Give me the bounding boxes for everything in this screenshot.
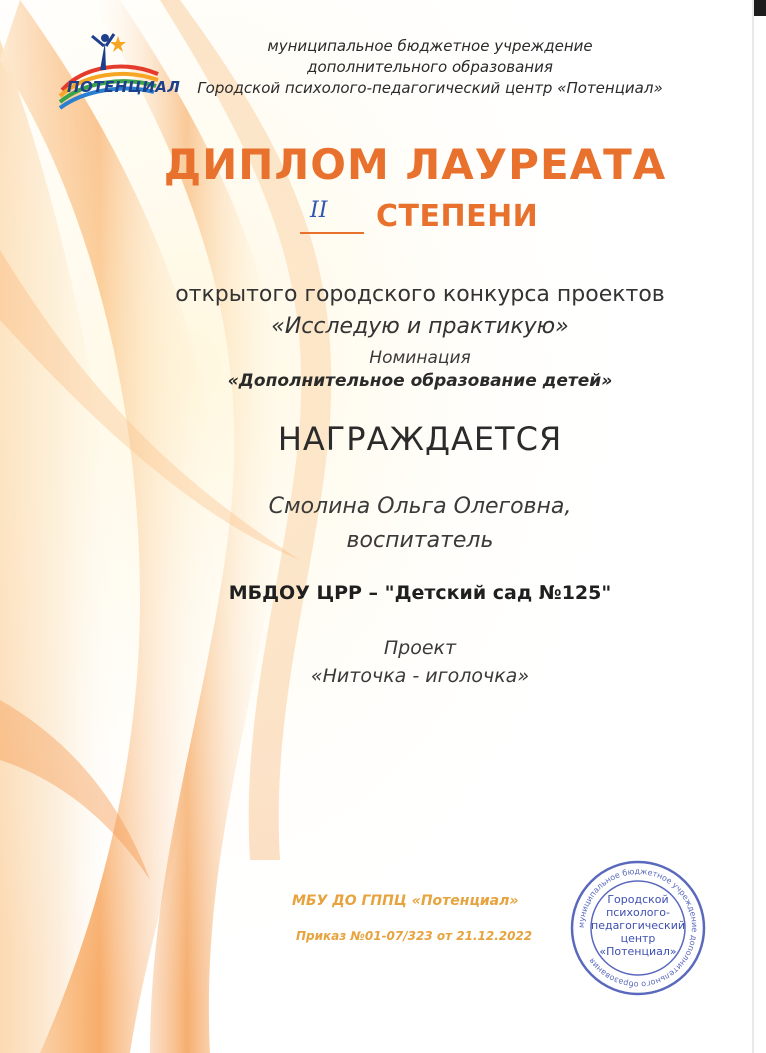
recipient-position: воспитатель: [346, 528, 494, 553]
nomination-block: [100, 348, 740, 391]
header-line-3: Городской психолого-педагогический центр «Потенциал»: [197, 79, 663, 97]
scan-edge-line: [752, 0, 754, 1053]
logo-text: ПОТЕНЦИАЛ: [67, 78, 181, 96]
stamp-line-5: «Потенциал»: [599, 945, 677, 958]
diploma-title: ДИПЛОМ ЛАУРЕАТА: [163, 140, 667, 189]
institution-header: [170, 36, 690, 99]
nomination-value: «Дополнительное образование детей»: [227, 371, 613, 391]
stamp-line-3: педагогический: [591, 919, 685, 932]
organization-block: [100, 582, 740, 604]
degree-row: [298, 196, 538, 240]
header-line-1: муниципальное бюджетное учреждение: [267, 37, 593, 55]
awarded-label: НАГРАЖДАЕТСЯ: [277, 420, 563, 458]
potential-logo: [54, 30, 181, 118]
recipient-block: [100, 490, 740, 558]
official-stamp: [569, 859, 707, 997]
header-line-2: дополнительного образования: [307, 58, 553, 76]
recipient-name: Смолина Ольга Олеговна,: [268, 494, 572, 519]
contest-line-2: «Исследую и практикую»: [271, 314, 569, 339]
project-title: «Ниточка - иголочка»: [310, 665, 530, 687]
stamp-line-4: центр: [620, 932, 656, 945]
degree-underline: [300, 232, 364, 234]
project-block: [100, 634, 740, 690]
contest-block: [100, 279, 740, 343]
awarded-block: [100, 420, 740, 458]
footer-order: Приказ №01-07/323 от 21.12.2022: [296, 929, 533, 943]
stamp-center-text: [591, 893, 685, 958]
stamp-line-1: Городской: [607, 893, 669, 906]
logo-figure-icon: [54, 30, 166, 118]
nomination-label: Номинация: [369, 348, 471, 368]
contest-line-1: открытого городского конкурса проектов: [175, 282, 665, 307]
recipient-organization: МБДОУ ЦРР – "Детский сад №125": [228, 582, 612, 604]
scan-edge-mark: [754, 0, 766, 16]
handwritten-degree: II: [310, 198, 328, 223]
degree-word: СТЕПЕНИ: [376, 199, 539, 234]
stamp-line-2: психолого-: [606, 906, 670, 919]
stamp-ring-text: муниципальное бюджетное учреждение дополнительного образования: [576, 866, 700, 990]
footer-organization: МБУ ДО ГППЦ «Потенциал»: [292, 893, 519, 909]
project-label: Проект: [383, 637, 457, 659]
